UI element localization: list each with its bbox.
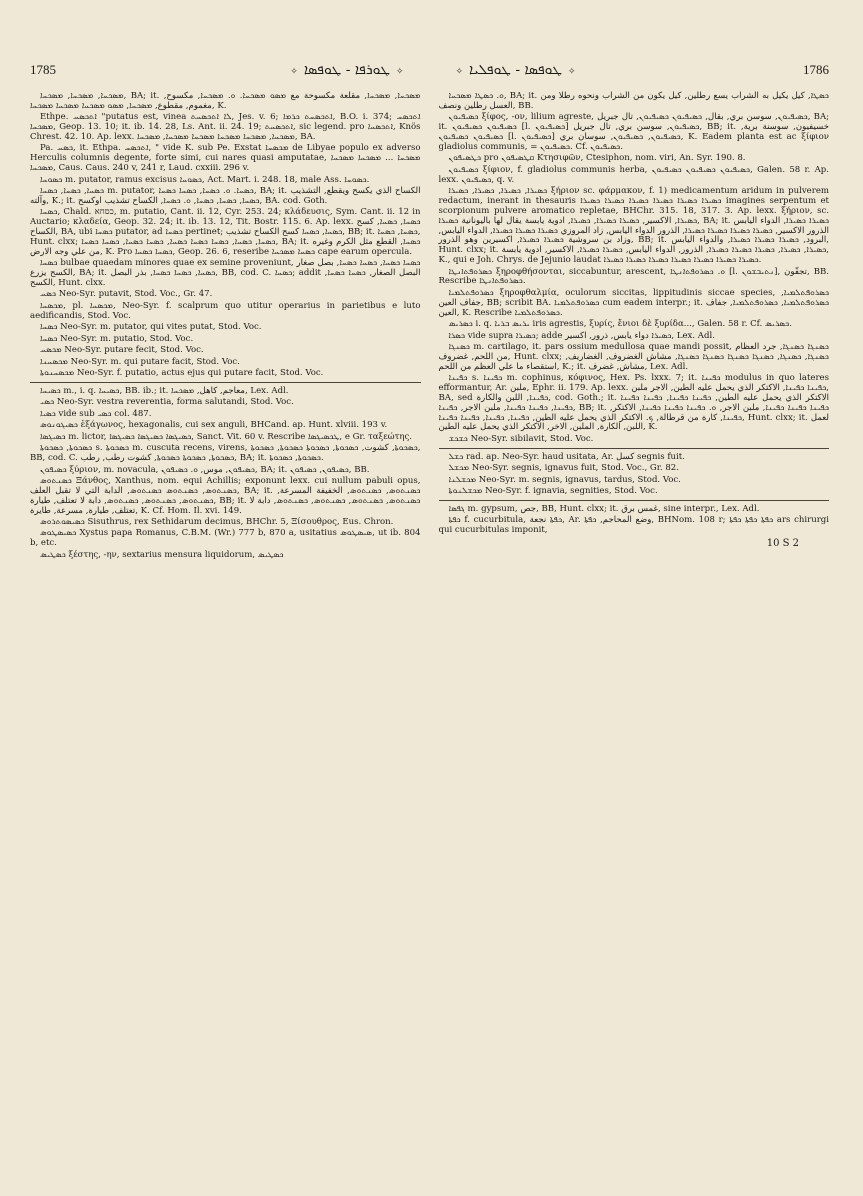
- dictionary-entry: ܟܦܬܐ f. cucurbitula, ܟܦܬܐ نجعة, Ar. وضع المحاجم, ܟܦܬܐ, BHNom. 108 r; ܟܦܬܐ ܟܦܬܐ ܟܦܬܐ ars chirurgi qui cucurbitulas imponit,: [438, 515, 829, 536]
- right-running-title: [450, 62, 582, 78]
- dictionary-entry: ܟܣܝܦܝܘܢ ξίφος, -ον, lilium agreste, ܟܣܝܦܝܘܢ, سوسن بري, بقال, ܟܣܝܦܝܘܢ ܟܣܝܦܝܘܢ, تال جبريل, BA; it. ܟܣܝܦܝܘܢ ܟܣܝܦܝܘܢ [l. ܟܣܝܦܝܘܢ] ܟܣܝܦܝܘܢ, سوسن بري, تال جبريل, BB; it. خسيفيون, سوسنة برية, ܟܣܝܦܝܘܢ ܟܣܝܦܝܘܢ [l. ܟܣܝܦܝܘܢ] ܟܣܝܦܝܘܢ, ܟܣܝܦܝܘܢ, سوسان بري, K. Eadem planta est ac ξίφιον gladiolus communis, = ܟܣܝܦܝܘܢ. Cf. ܟܣܝܦܝܘܢ.: [438, 112, 830, 152]
- dictionary-entry: ܘ. ܟܣܛܐ ܡܣܟܚܐ, BA; it. ܟܣܛܐ, كيل يكيل به الشراب يسع رطلين, كيل يكون من الشراب ونحوه رطلا ومن العسل رطلين ونصف, BB.: [438, 91, 829, 111]
- dictionary-entry: ܟܦܝܢܐ s. ܟܦܝܢܐ m. cophinus, κόφινος, Hex. Ps. lxxx. 7; it. ܟܦܝܢܐ modulus in quo lateres efformantur, Ar. ملبن, Ephr. ii. 179. Ap. lexx. ܟܦܝܢܐ ܟܦܝܢܐ, الاكتكر الذي يحمل عليه الطين, الاجر ملبن, BA, sed ܟܦܝܢܐ, اللبن والكارة, cod. Goth.; it. الاكتكر الذي يحمل عليه الطين, ܟܦܝܢܐ ܟܦܝܢܐ, ܟܦܝܢܐ ܟܦܝܢܐ ܟܦܝܢܐ, ܟܦܝܢܐ ܟܦܝܢܐ, ملبن الاجر, ܟܦܝܢܐ, BB; it. ܟܦܝܢܐ ܟܦܝܢܐ ܟܦܝܢܐ, ملبن الاجر, ܘ. ܟܦܝܢܐ ܟܦܝܢܐ ܟܦܝܢܐ, الاكتكر, ܟܦܝܢܐ, كارة من قرطالة, ܟ. الاكتكر الذي يحمل عليه الطين, ܟܦܝܢܐ, ܟܦܝܢܐ, ܟܦܝܢܐ ܟܦܝܢܐ, Hunt. clxx; it. لعمل اللبن, الكارة, الملبن, الاخر, الاكتكر الذي يحمل عليه الطين, K.: [438, 373, 830, 433]
- left-column: [30, 92, 430, 562]
- dictionary-entry: ܓܦܣܐ m. gypsum, جص, BB, Hunt. clxx; it. غمس برق, sine interpr., Lex. Adl.: [448, 503, 760, 514]
- right-column: [430, 92, 830, 562]
- dictionary-entry: ܟܫܟܫ Neo-Syr. sibilavit, Stod. Voc.: [448, 433, 594, 444]
- dictionary-entry: ܟܣܢܬܘܣ Ξάνθος, Xanthus, nom. equi Achillis; exponunt lexx. cui nullum pabuli opus, ܟܣܢܬܘܣ, ܟܣܢܬܘܣ ܟܣܢܬܘܣ, الدابة التي لا تقبل العلف, BA; it. ܟܣܢܬܘܣ, ܟܣܢܬܘܣ, الخفيفة المسرعة, ܟܣܢܬܘܣ, ܟܣܢܬܘܣ, ܟܣܢܬܘܣ, دابة لا تعتلف, طيارة, BB; it. ܟܣܢܬܘܣ, ܟܣܢܬܘܣ, ܟܣܢܬܘܣ, ܟܣܢܬܘܣ, دابة لا تعتلف, طيارة, مسرعة, طايرة, K. Cf. Hom. Il. xvi. 149.: [30, 475, 421, 516]
- right-entries-c: [439, 505, 830, 536]
- header-left: [30, 62, 430, 78]
- right-entries-b: [439, 453, 830, 497]
- dictionary-entry: ܟܣܚܐ bulbae quaedam minores quae ex semine proveniunt, ܟܣܚܐ ܟܣܚܐ, ܟܣܚܐ ܟܣܚܐ, بصل صغار الكسح يزرع, BA; it. ܟܣܚܐ, ܟܣܚܐ ܟܣܚܐ, بذر البصل, BB, cod. C. ܟܣܚܐ; addit البصل الصغار, ܟܣܚܐ ܟܣܚܐ, الكسح, Hunt. clxx.: [30, 258, 421, 289]
- ornament-star-icon: ✧: [567, 67, 576, 77]
- dictionary-entry: ܟܣܛܝܣ ξέστης, -ην, sextarius mensura liquidorum, ܟܣܛܝܣ: [40, 549, 284, 560]
- dictionary-entry: ܟܣܝܐ vide sub ܟܣܝ col. 487.: [40, 408, 152, 419]
- dictionary-entry: ܡܣܟܚܐ, ܡܣܟܚܐ, ܡܣܟܚܐ, BA; it. ܡܣܟܚܐ, ܡܣܟܚܐ, مقلعة مكسوحة مع ܡܣܘ ܡܣܟܚܐ. ܘ. ܡܣܟܚܐ, مكسوح, مغموم, مقطوع, ܡܣܟܚܐ, ܡܣܘ ܡܣܟܚܐ ܡܣܟܚܐ ܡܣܟܚܐ, K.: [30, 91, 421, 111]
- page-header: [30, 0, 829, 78]
- dictionary-entry: ܟܫܠ rad. ap. Neo-Syr. haud usitata, Ar. كسل segnis fuit.: [448, 451, 685, 462]
- dictionary-entry: ܟܣܚܐ, ܟܣܚܐ, ܟܣܚܐ m. putator, ܟܣܚܐ. ܘ. ܟܣܚܐ, ܟܣܚܐ ܟܣܚܐ, BA; it. الكساح الذي يكسح ويقطع, التشذيب وآلته, K.; it. ܟܣܚܐ, ܟܣܚܐ, ܟܣܚܐ, ܘ. ܟܣܚܐ, الكساح تشذيب اوكسح, BA. cod. Goth.: [30, 186, 421, 206]
- right-running-text: ܛܘܦܣܐ - ܛܘܦܠܝܐ: [469, 62, 562, 78]
- dictionary-entry: ܟܣܪܝܣ i. q. ܝܪܝܣ ܒܪܝܐ iris agrestis, ξυρίς, ἔνιοι δὲ ξυρίδα..., Galen. 58 r. Cf. ܟܣܪܝܣ.: [448, 319, 792, 330]
- signature-mark: 10 S 2: [766, 538, 799, 550]
- left-running-text: ܛܘܪܦܐ - ܛܘܦܣܐ: [303, 62, 390, 78]
- dictionary-entry: ܟܣܪܐ vide supra ܟܣܝܪܐ; adde ܟܣܝܪܐ دواء يابس, ذرور, اكسير, Lex. Adl.: [448, 330, 715, 341]
- dictionary-entry: ܟܣܚܐ Neo-Syr. m. putator, qui vites putat, Stod. Voc.: [40, 322, 262, 333]
- entry-divider: [439, 448, 830, 449]
- left-page-number: 1785: [30, 62, 56, 77]
- dictionary-entry: ܟܣܝܦܝܘܢ ξίφιον, f. gladiolus communis herba, ܟܣܝܦܝܘܢ ܟܣܝܦܝܘܢ ܟܣܝܦܝܘܢ, Galen. 58 r. Ap. lexx. ܟܣܝܦܝܘܢ, q. v.: [438, 164, 829, 185]
- dictionary-entry: ܟܣܝܓܣܐ m. lictor, ܟܣܝܓܣܐ ܟܣܝܓܣܐ ܟܣܝܓܣܐ, Sanct. Vit. 60 v. Rescribe ܛܟܣܝܓܣܐ, e Gr. ταξεώτης.: [40, 431, 412, 442]
- left-entries-b: [30, 387, 421, 561]
- dictionary-entry: ܡܟܣܚܐ, pl. ܡܟܣܚܐ, Neo-Syr. f. scalprum quo utitur operarius in parietibus e luto aedificandis, Stod. Voc.: [30, 300, 421, 321]
- dictionary-entry: ܡܟܫܠܢܐ Neo-Syr. m. segnis, ignavus, tardus, Stod. Voc.: [448, 474, 681, 485]
- dictionary-entry: ܟܣܚܐ, Chald. כסחא, m. putatio, Cant. ii. 12, Cyr. 253. 24; κλάδευσις, Sym. Cant. ii. 12 in Auctario; κλαδεία, Geop. 32. 24; it. ib. 13. 12, Tit. Bostr. 115. 6. Ap. lexx. ܟܣܚܐ, ܟܣܚܐ, كسح الكساح, BA, ubi ܟܣܚܐ putator, ad ܟܣܚܐ pertinet; ܟܣܚܐ, ܟܣܚܐ كسح الكساح تشذيب, BB; it. ܟܣܚܐ, ܟܣܚܐ, Hunt. clxx; ܟܣܚܐ, ܟܣܚܐ, ܟܣܚܐ ܟܣܚܐ ܟܣܚܐ, ܟܣܚܐ ܟܣܚܐ, ܟܣܚܐ ܟܣܚܐ, BA; it. ܟܣܚܐ, القطع مثل الكرم وغيره من علي وجه الارض, K. Pro ܟܣܚܐ ܟܣܚܐ, Geop. 26. 6, reseribe ܟܣܚܐ ܡܣܟܚܐ cape earum opercula.: [30, 207, 421, 257]
- dictionary-entry: ܡܟܣܚܢܘܬܐ Neo-Syr. f. putatio, actus ejus qui putare facit, Stod. Voc.: [40, 368, 324, 379]
- dictionary-entry: ܟܣܪܘܦܬܠܡܝܐ ξηροφθαλμία, oculorum siccitas, lippitudinis siccae species, ܟܣܪܘܦܬܠܡܝܐ, جفاف العين, BB; scribit BA. ܟܣܪܘܦܬܠܡܝܐ cum eadem interpr.; it. ܟܣܪܘܦܬܠܡܝܐ, ܟܣܪܘܦܬܠܡܝܐ, جفاف العين, K. Rescribe ܟܣܪܘܦܬܠܡܝܐ.: [438, 287, 829, 318]
- dictionary-entry: ܡܟܫܠܢܘܬܐ Neo-Syr. f. ignavia, segnities, Stod. Voc.: [448, 486, 658, 497]
- dictionary-entry: ܟܣܝܚܐ m., i. q. ܟܣܝܚܐ, BB. ib.; it. معاجم, كاهل, ܡܣܟܚܐ, Lex. Adl.: [40, 385, 289, 396]
- left-entries-a: [30, 92, 421, 379]
- right-page-number: 1786: [803, 62, 829, 77]
- dictionary-entry: ܟܣܝܣܘܬܪܘܣ Sisuthrus, rex Sethidarum decimus, BHChr. 5, Ξίσουθρος, Eus. Chron.: [40, 516, 394, 527]
- dictionary-entry: ܟܣܝܪܐ, ܟܣܝܪܐ, ܟܣܝܪܐ, ܟܣܝܪܐ ξήριον sc. φάρμακον, f. 1) medicamentum aridum in pulverem redactum, inerant in thesauris ܟܣܝܪܐ ܟܣܝܪܐ ܟܣܝܪܐ ܟܣܝܪܐ ܟܣܝܪܐ ܟܣܝܪܐ imagines serpentum et scorpionum pulvere aromatico repletae, BHChr. 315. 18, 317. 3. Ap. lexx. ξήριον, sc. ܟܣܝܪܐ, الاكسير, ܟܣܝܪܐ ܟܣܝܪܐ, ܟܣܝܪܐ, ادوية يابسة يقال لها باليونانية ܟܣܝܪܐ, BA; it. ܟܣܝܪܐ ܟܣܝܪܐ, الدواء اليابس الذرور الاكسير, ܟܣܝܪܐ ܟܣܝܪܐ ܟܣܝܪܐ ܟܣܝܪܐ, الذرور الدواء اليابس, زاد المروزي ܟܣܝܪܐ ܟܣܝܪܐ ܟܣܝܪܐ, الدواء اليابس, وزاد بن سروشية ܟܣܝܪܐ ܟܣܝܪܐ, اكسيرين وهو الذرور, BB; it. البرود, ܟܣܝܪܐ ܟܣܝܪܐ ܟܣܝܪܐ, والدواء اليابس, Hunt. clxx; it. ܟܣܝܪܐ, ܟܣܝܪܐ, ܟܣܝܪܐ ܟܣܝܪܐ ܟܣܝܪܐ, الذرور, الدواء اليابس, ܟܣܝܪܐ ܟܣܝܪܐ, الاكسير, ادوية يابسة, K., qui e Joh. Chrys. de Jejunio laudat ܟܣܝܪܐ ܟܣܝܪܐ ܟܣܝܪܐ ܟܣܝܪܐ ܟܣܝܪܐ ܟܣܝܪܐ ܟܣܝܪܐ.: [438, 186, 830, 266]
- dictionary-entry: Ethpe. ܐܬܟܣܚ "putatus est, vinea ܠܐ ܐܬܟܣܚܬ, Jes. v. 6; ܐܬܟܣܚܬ ܟܪܡܐ, B.O. i. 374; ܐܬܟܣܚ ܡܣܟܚܐ, Geop. 13. 10; it. ib. 14. 28, Ls. Ant. ii. 24. 19; ܐܬܟܣܚܬ, sic legend. pro ܐܬܟܣܚܐ, Knös Chrest. 42. 10. Ap. lexx. ܡܣܟܚܐ, ܡܣܟܚܐ ܡܣܟܚܐ ܡܣܟܚܐ ܡܣܟܚܐ, ܡܣܟܚܐ, BA.: [30, 112, 421, 143]
- dictionary-entry: ܟܛܣܝܦܘܢ pro ܩܛܣܝܦܘܢ Κτησιφῶν, Ctesiphon, nom. viri, An. Syr. 190. 8.: [448, 153, 746, 164]
- dictionary-entry: ܟܣܪܘܦܬܐܢܛܐ ξηροφθήσονται, siccabuntur, arescent, ܘ. ܟܣܪܘܦܬܐܢܛܐ [l. ܢܬܝܒܫܘܢ], تجفّون, BB. Rescribe ܟܣܪܘܦܬܐܢܛܐ.: [438, 266, 829, 287]
- dictionary-entry: ܟܣܝ Neo-Syr. vestra reverentia, forma salutandi, Stod. Voc.: [40, 397, 294, 408]
- header-right: [430, 62, 830, 78]
- two-column-body: [30, 92, 829, 562]
- ornament-star-icon: ✧: [395, 67, 404, 77]
- dictionary-entry: ܡܟܣܚܢܐ Neo-Syr. m. qui putare facit, Stod. Voc.: [40, 356, 240, 367]
- dictionary-entry: ܟܣܢܓܐ m. cartilago, it. pars ossium medullosa quae mandi possit, ܟܣܢܓܐ ܟܣܢܓܐ, جرد العظام من اللحم, غضروف, Hunt. clxx; ܟܣܢܓܐ, ܟܣܢܓܐ, ܟܣܢܓܐ ܟܣܢܓܐ ܟܣܢܓܐ ܟܣܢܓܐ, مشاش الغضروف, الغضاريف, استقصاء ما علي العظم من اللحم, K.; it. مشاش, غضرف, Lex. Adl.: [438, 341, 829, 372]
- dictionary-entry: ܟܣܝܓܘܢܘܣ ἑξάγωνος, hexagonalis, cui sex anguli, BHCand. ap. Hunt. xlviii. 193 v.: [40, 420, 388, 431]
- dictionary-entry: ܟܣܝܦܘܢ ξύριον, m. novacula, ܟܣܝܦܘܢ, موس, ܘ. ܟܣܝܦܘܢ, BA; it. ܟܣܝܦܘܢ, ܟܣܝܦܘܢ, BB.: [40, 464, 370, 475]
- entry-divider: [439, 500, 830, 501]
- dictionary-entry: ܡܟܣܚ Neo-Syr. putare fecit, Stod. Voc.: [40, 345, 204, 356]
- left-running-title: [284, 62, 409, 78]
- dictionary-entry: ܟܣܟܘܬܐ, ܟܣܟܘܬܐ s. ܟܣܟܘܬܐ m. cuscuta recens, virens, ܟܣܟܘܬܐ, كشوت, ܟܣܟܘܬܐ, ܟܣܟܘܬܐ ܟܣܟܘܬܐ, ܟܣܟܘܬܐ, BB, cod. C. ܟܣܟܘܬܐ, ܟܣܟܘܬܐ ܟܣܟܘܬܐ, كشوت رطب, رطب, BA; it. ܟܣܟܘܬܐ, ܟܣܟܘܬܐ.: [30, 443, 421, 464]
- ornament-star-icon: ✧: [455, 67, 464, 77]
- dictionary-entry: Pa. ܟܣܚ, it. Ethpa. ܐܬܟܣܚ, " vide K. sub Pe. Exstat ܡܟܣܚܐ de Libyae populo ex adverso Herculis columnis degente, forte simi, cui nares quasi amputatae, ܡܣܟܚܐ ... ܡܣܟܚܐ ܡܣܟܚܐ ܡܣܟܚܐ, Caus. Caus. 240 v, 241 r, Laud. cxxiii. 296 v.: [30, 143, 421, 174]
- entry-divider: [30, 382, 421, 383]
- dictionary-entry: ܟܣܚ Neo-Syr. putavit, Stod. Voc., Gr. 47.: [40, 289, 213, 300]
- dictionary-entry: ܟܣܝܣܛܘܣ Xystus papa Romanus, C.B.M. (Wr.) 777 b, 870 a, usitatius ܣܝܣܛܘܣ, ut ib. 804 b, etc.: [30, 528, 421, 549]
- dictionary-entry: ܟܣܚܐ Neo-Syr. m. putatio, Stod. Voc.: [40, 333, 194, 344]
- dictionary-entry: ܡܟܫܠ Neo-Syr. segnis, ignavus fuit, Stod. Voc., Gr. 82.: [448, 463, 679, 474]
- right-entries-a: [439, 92, 830, 445]
- dictionary-entry: ܟܣܘܚܐ m. putator, ramus excisus ܟܣܘܚܐ, Act. Mart. i. 248. 18, male Ass. ܟܣܘܚܐ.: [40, 174, 370, 185]
- ornament-star-icon: ✧: [290, 67, 298, 77]
